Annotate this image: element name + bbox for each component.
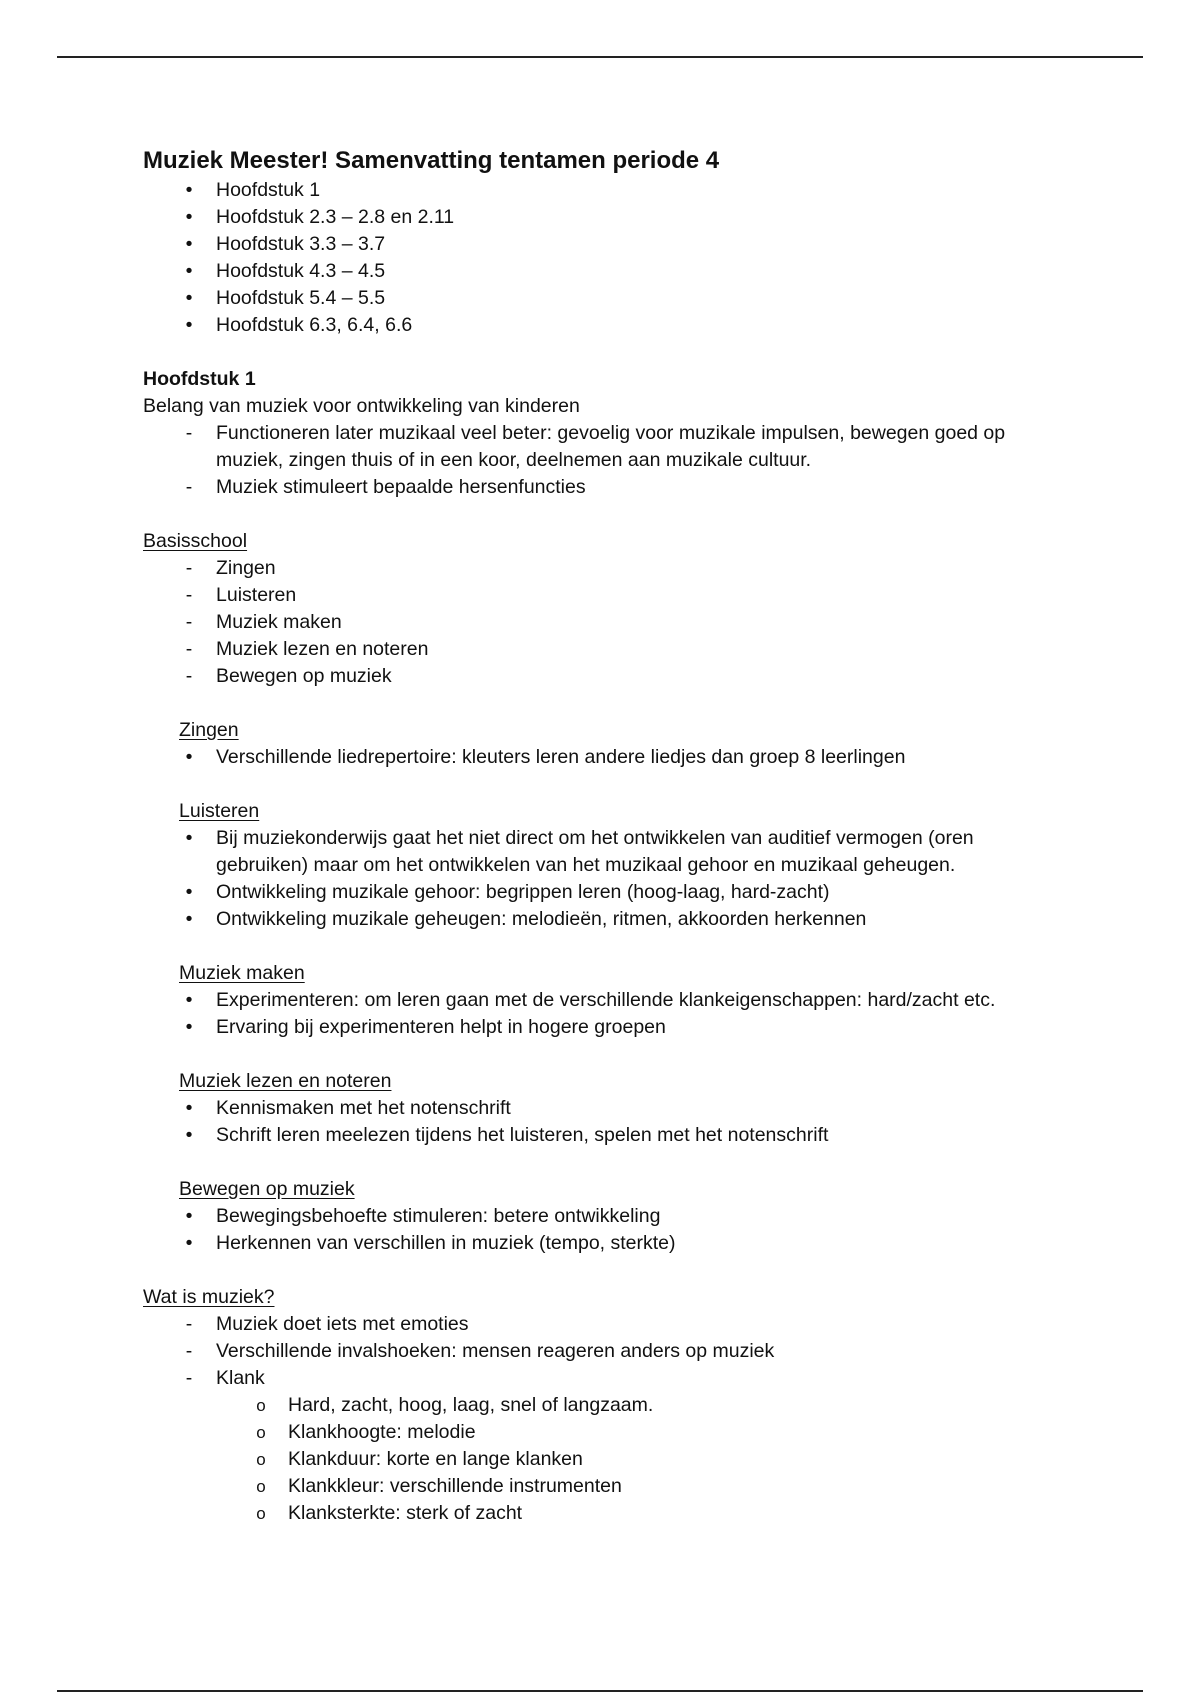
circle-bullet-icon xyxy=(251,1392,271,1419)
bullet-icon xyxy=(179,879,199,906)
list-item: o Hard, zacht, hoog, laag, snel of langzaam. xyxy=(143,1392,1063,1419)
bullet-icon xyxy=(179,1014,199,1041)
list-item: - Bewegen op muziek xyxy=(143,663,1063,690)
circle-bullet-icon xyxy=(251,1419,271,1446)
bullet-icon xyxy=(179,1203,199,1230)
bewegen-list xyxy=(143,1203,1063,1257)
list-item: - Muziek doet iets met emoties xyxy=(143,1311,1063,1338)
bullet-icon xyxy=(179,285,199,312)
section-heading-wat-is-muziek: Wat is muziek? xyxy=(143,1286,275,1308)
dash-icon xyxy=(179,582,199,609)
subsection-heading-bewegen: Bewegen op muziek xyxy=(179,1178,355,1200)
chapter-heading: Hoofdstuk 1 xyxy=(143,368,256,390)
list-item: • Hoofdstuk 4.3 – 4.5 xyxy=(143,258,1063,285)
bullet-icon xyxy=(179,825,199,852)
list-item: - Zingen xyxy=(143,555,1063,582)
list-item: • Hoofdstuk 5.4 – 5.5 xyxy=(143,285,1063,312)
luisteren-list xyxy=(143,825,1063,933)
dash-icon xyxy=(179,663,199,690)
list-item: o Klankduur: korte en lange klanken xyxy=(143,1446,1063,1473)
document-body xyxy=(143,145,1063,1527)
dash-icon xyxy=(179,1365,199,1392)
bullet-icon xyxy=(179,744,199,771)
circle-bullet-icon xyxy=(251,1473,271,1500)
list-item: • Bij muziekonderwijs gaat het niet direct om het ontwikkelen van auditief vermogen (oren gebruiken) maar om het ontwikkelen van het muzikaal gehoor en muzikaal geheugen. xyxy=(143,825,1063,879)
dash-icon xyxy=(179,636,199,663)
subsection-heading-luisteren: Luisteren xyxy=(179,800,260,822)
wat-is-muziek-list xyxy=(143,1311,1063,1392)
bullet-icon xyxy=(179,258,199,285)
list-item: - Klank xyxy=(143,1365,1063,1392)
document-title: Muziek Meester! Samenvatting tentamen periode 4 xyxy=(143,147,720,174)
bullet-icon xyxy=(179,312,199,339)
circle-bullet-icon xyxy=(251,1446,271,1473)
circle-bullet-icon xyxy=(251,1500,271,1527)
bullet-icon xyxy=(179,987,199,1014)
list-item: • Kennismaken met het notenschrift xyxy=(143,1095,1063,1122)
header-rule xyxy=(57,56,1143,58)
list-item: • Hoofdstuk 1 xyxy=(143,177,1063,204)
dash-icon xyxy=(179,1311,199,1338)
list-item: - Verschillende invalshoeken: mensen reageren anders op muziek xyxy=(143,1338,1063,1365)
list-item: - Muziek stimuleert bepaalde hersenfuncties xyxy=(143,474,1063,501)
section-heading-basisschool: Basisschool xyxy=(143,530,248,552)
list-item: • Herkennen van verschillen in muziek (tempo, sterkte) xyxy=(143,1230,1063,1257)
list-item: • Schrift leren meelezen tijdens het luisteren, spelen met het notenschrift xyxy=(143,1122,1063,1149)
list-item: • Bewegingsbehoefte stimuleren: betere ontwikkeling xyxy=(143,1203,1063,1230)
muziek-maken-list xyxy=(143,987,1063,1041)
list-item: - Muziek maken xyxy=(143,609,1063,636)
list-item: o Klankhoogte: melodie xyxy=(143,1419,1063,1446)
list-item: - Muziek lezen en noteren xyxy=(143,636,1063,663)
klank-sublist xyxy=(143,1392,1063,1527)
bullet-icon xyxy=(179,204,199,231)
list-item: • Ervaring bij experimenteren helpt in hogere groepen xyxy=(143,1014,1063,1041)
dash-icon xyxy=(179,420,199,447)
list-item: - Luisteren xyxy=(143,582,1063,609)
list-item: • Verschillende liedrepertoire: kleuters leren andere liedjes dan groep 8 leerlingen xyxy=(143,744,1063,771)
list-item: - Functioneren later muzikaal veel beter: gevoelig voor muzikale impulsen, bewegen goed op muziek, zingen thuis of in een koor, deelnemen aan muzikale cultuur. xyxy=(143,420,1063,474)
list-item: • Ontwikkeling muzikale geheugen: melodieën, ritmen, akkoorden herkennen xyxy=(143,906,1063,933)
dash-icon xyxy=(179,609,199,636)
subsection-heading-zingen: Zingen xyxy=(179,719,239,741)
bullet-icon xyxy=(179,1095,199,1122)
dash-icon xyxy=(179,1338,199,1365)
subsection-heading-muziek-maken: Muziek maken xyxy=(179,962,305,984)
list-item: o Klanksterkte: sterk of zacht xyxy=(143,1500,1063,1527)
bullet-icon xyxy=(179,231,199,258)
list-item: • Experimenteren: om leren gaan met de verschillende klankeigenschappen: hard/zacht etc. xyxy=(143,987,1063,1014)
list-item: • Hoofdstuk 6.3, 6.4, 6.6 xyxy=(143,312,1063,339)
list-item: • Ontwikkeling muzikale gehoor: begrippen leren (hoog-laag, hard-zacht) xyxy=(143,879,1063,906)
list-item: o Klankkleur: verschillende instrumenten xyxy=(143,1473,1063,1500)
zingen-list xyxy=(143,744,1063,771)
basisschool-list xyxy=(143,555,1063,690)
subsection-heading-lezen-noteren: Muziek lezen en noteren xyxy=(179,1070,392,1092)
footer-rule xyxy=(57,1690,1143,1692)
chapter-points xyxy=(143,420,1063,501)
toc-list xyxy=(143,177,1063,339)
bullet-icon xyxy=(179,1122,199,1149)
bullet-icon xyxy=(179,906,199,933)
list-item: • Hoofdstuk 3.3 – 3.7 xyxy=(143,231,1063,258)
list-item: • Hoofdstuk 2.3 – 2.8 en 2.11 xyxy=(143,204,1063,231)
chapter-intro: Belang van muziek voor ontwikkeling van kinderen xyxy=(143,395,580,417)
dash-icon xyxy=(179,555,199,582)
bullet-icon xyxy=(179,177,199,204)
dash-icon xyxy=(179,474,199,501)
lezen-noteren-list xyxy=(143,1095,1063,1149)
bullet-icon xyxy=(179,1230,199,1257)
